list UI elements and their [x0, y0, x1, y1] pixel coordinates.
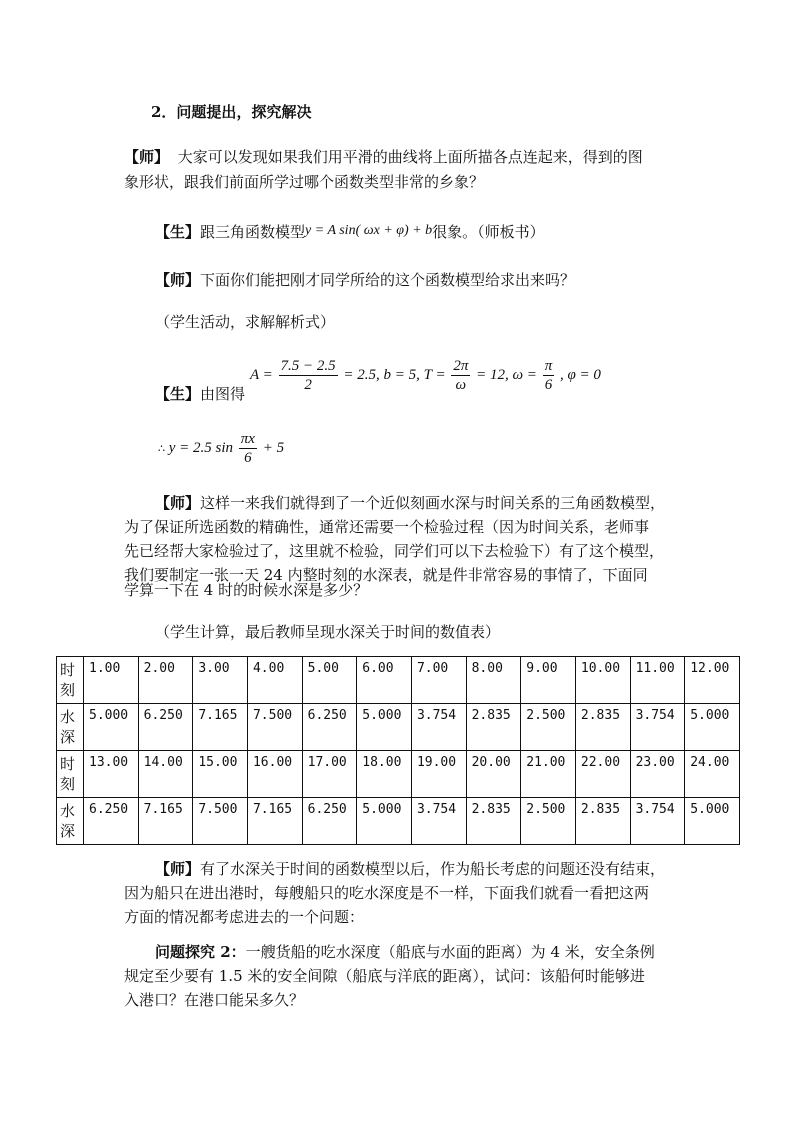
a-rest: = 2.5, b = 5, T = [343, 366, 446, 383]
w-numerator: π [544, 358, 553, 374]
table-cell: 6.250 [138, 704, 193, 751]
table-cell: 2.835 [466, 798, 521, 845]
activity-note: （学生活动，求解解析式） [155, 313, 336, 331]
a-fraction [279, 357, 338, 394]
t-numerator: 2π [453, 358, 469, 374]
para6-line: 方面的情况都考虑进去的一个问题： [124, 908, 365, 926]
table-cell: 5.00 [302, 657, 357, 704]
student-tag: 【生】 [155, 223, 201, 241]
student-paragraph-2 [155, 381, 245, 407]
table-cell: 2.500 [521, 704, 576, 751]
teacher-paragraph-4 [155, 856, 665, 882]
table-cell: 14.00 [138, 751, 193, 798]
problem-line: 一艘货船的吃水深度（船底与水面的距离）为 4 米，安全条例 [245, 943, 655, 961]
solve-equation [250, 357, 601, 394]
result-equation [158, 430, 284, 467]
table-cell: 11.00 [630, 657, 685, 704]
para5-line: 这样一来我们就得到了一个近似刻画水深与时间关系的三角函数模型， [200, 494, 666, 512]
para1-line1: 大家可以发现如果我们用平滑的曲线将上面所描各点连起来，得到的图 [177, 148, 643, 166]
table-cell: 4.00 [247, 657, 302, 704]
table-cell: 22.00 [575, 751, 630, 798]
a-lhs: A = [250, 366, 273, 383]
water-depth-table [56, 656, 740, 845]
table-cell: 2.835 [466, 704, 521, 751]
table-cell: 9.00 [521, 657, 576, 704]
problem-paragraph [155, 939, 655, 965]
table-cell: 6.250 [302, 798, 357, 845]
table-cell: 3.754 [630, 704, 685, 751]
table-cell: 7.00 [411, 657, 466, 704]
para5-line: 先已经帮大家检验过了，这里就不检验，同学们可以下去检验下）有了这个模型， [124, 542, 665, 560]
w-denominator: 6 [544, 377, 553, 393]
model-formula: y = A sin( ωx + φ) + b [305, 223, 433, 238]
result-rest: + 5 [262, 439, 285, 456]
para5-line: 我们要制定一张一天 24 内整时刻的水深表，就是件非常容易的事情了，下面同 [124, 566, 648, 584]
para6-line: 因为船只在进出港时，每艘船只的吃水深度是不一样，下面我们就看一看把这两 [124, 884, 650, 902]
row-label: 水 深 [57, 798, 84, 845]
table-cell: 7.500 [193, 798, 248, 845]
table-cell: 2.00 [138, 657, 193, 704]
table-cell: 2.500 [521, 798, 576, 845]
row-label: 水 深 [57, 704, 84, 751]
table-cell: 7.500 [247, 704, 302, 751]
student-paragraph-1 [155, 218, 545, 245]
a-denominator: 2 [304, 377, 312, 393]
para1-line2: 象形状，跟我们前面所学过哪个函数类型非常的乡象？ [124, 173, 485, 191]
table-cell: 5.000 [685, 798, 740, 845]
table-row [57, 798, 740, 845]
para2-after: 很象。（师板书） [432, 223, 545, 241]
teacher-paragraph-3 [155, 490, 665, 516]
table-cell: 7.165 [138, 798, 193, 845]
row-label: 时 刻 [57, 751, 84, 798]
table-cell: 5.000 [357, 798, 412, 845]
table-cell: 7.165 [193, 704, 248, 751]
result-fraction [239, 430, 257, 467]
table-cell: 19.00 [411, 751, 466, 798]
table-cell: 2.835 [575, 798, 630, 845]
section-title: 2．问题提出，探究解决 [151, 103, 312, 121]
para6-line: 有了水深关于时间的函数模型以后，作为船长考虑的问题还没有结束， [200, 860, 666, 878]
table-cell: 6.250 [302, 704, 357, 751]
therefore-symbol: ∴ [158, 442, 165, 455]
para3-text: 下面你们能把刚才同学所给的这个函数模型给求出来吗？ [200, 271, 576, 289]
result-numerator: πx [240, 431, 255, 447]
table-cell: 23.00 [630, 751, 685, 798]
w-rest: , φ = 0 [559, 366, 601, 383]
table-cell: 5.000 [357, 704, 412, 751]
t-denominator: ω [455, 377, 467, 393]
problem-label: 问题探究 2： [155, 943, 246, 961]
table-cell: 8.00 [466, 657, 521, 704]
table-cell: 16.00 [247, 751, 302, 798]
table-cell: 10.00 [575, 657, 630, 704]
table-cell: 20.00 [466, 751, 521, 798]
problem-line: 入港口？在港口能呆多久？ [124, 991, 305, 1009]
a-numerator: 7.5 − 2.5 [280, 358, 336, 374]
table-cell: 15.00 [193, 751, 248, 798]
table-cell: 3.754 [411, 704, 466, 751]
para5-line: 为了保证所选函数的精确性，通常还需要一个检验过程（因为时间关系，老师事 [124, 518, 650, 536]
para4-text: 由图得 [200, 385, 246, 403]
table-cell: 7.165 [247, 798, 302, 845]
para5-line: 学算一下在 4 时的时候水深是多少？ [124, 581, 369, 599]
table-cell: 21.00 [521, 751, 576, 798]
table-cell: 13.00 [84, 751, 139, 798]
table-cell: 2.835 [575, 704, 630, 751]
table-cell: 5.000 [84, 704, 139, 751]
table-cell: 17.00 [302, 751, 357, 798]
table-cell: 24.00 [685, 751, 740, 798]
student-tag: 【生】 [155, 385, 201, 403]
result-lhs: y = 2.5 sin [168, 439, 234, 456]
t-rest: = 12, ω = [476, 366, 537, 383]
table-cell: 12.00 [685, 657, 740, 704]
row-label: 时 刻 [57, 657, 84, 704]
teacher-tag: 【师】 [155, 494, 201, 512]
result-denominator: 6 [244, 450, 252, 466]
table-cell: 6.250 [84, 798, 139, 845]
table-cell: 3.754 [411, 798, 466, 845]
calc-note: （学生计算，最后教师呈现水深关于时间的数值表） [155, 623, 501, 641]
table-cell: 3.754 [630, 798, 685, 845]
teacher-paragraph-1 [124, 144, 643, 170]
table-cell: 3.00 [193, 657, 248, 704]
problem-line: 规定至少要有 1.5 米的安全间隙（船底与洋底的距离），试问：该船何时能够进 [124, 967, 645, 985]
table-row [57, 657, 740, 704]
table-cell: 18.00 [357, 751, 412, 798]
teacher-tag: 【师】 [124, 148, 170, 166]
table-row [57, 704, 740, 751]
table-row [57, 751, 740, 798]
teacher-tag: 【师】 [155, 860, 201, 878]
teacher-tag: 【师】 [155, 271, 201, 289]
table-cell: 6.00 [357, 657, 412, 704]
table-cell: 1.00 [84, 657, 139, 704]
t-fraction [451, 357, 470, 394]
table-cell: 5.000 [685, 704, 740, 751]
w-fraction [543, 357, 555, 394]
para2-text: 跟三角函数模型 [200, 223, 306, 241]
teacher-paragraph-2 [155, 267, 575, 293]
